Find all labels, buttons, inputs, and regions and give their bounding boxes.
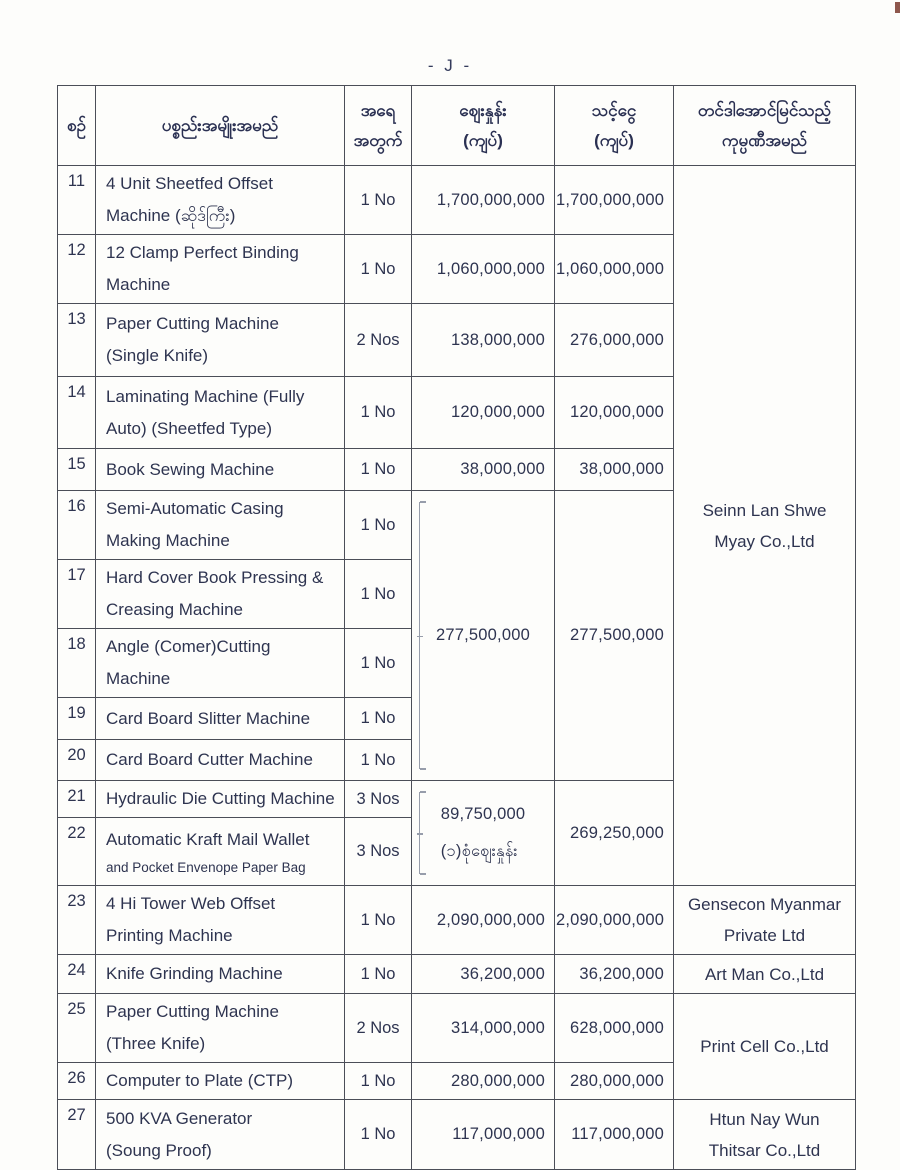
item-name: Card Board Cutter Machine [96, 740, 345, 781]
row-no: 16 [58, 491, 96, 560]
quantity: 2 Nos [345, 994, 412, 1063]
row-no: 13 [58, 304, 96, 377]
quantity: 1 No [345, 491, 412, 560]
item-name: 4 Hi Tower Web Offset Printing Machine [96, 886, 345, 955]
row-no: 20 [58, 740, 96, 781]
unit-price: 38,000,000 [412, 449, 555, 491]
company-name: Gensecon Myanmar Private Ltd [674, 886, 856, 955]
page-number-label: - J - [427, 56, 473, 75]
quantity: 1 No [345, 886, 412, 955]
amount-group: 269,250,000 [555, 781, 674, 886]
quantity: 1 No [345, 235, 412, 304]
quantity: 1 No [345, 955, 412, 994]
unit-price: 120,000,000 [412, 377, 555, 449]
item-name: Computer to Plate (CTP) [96, 1063, 345, 1100]
item-name: 12 Clamp Perfect Binding Machine [96, 235, 345, 304]
row-no: 27 [58, 1100, 96, 1170]
tender-results-table [57, 85, 856, 1170]
unit-price: 36,200,000 [412, 955, 555, 994]
col-header-quantity: အရေ အတွက် [345, 86, 412, 166]
amount: 1,700,000,000 [555, 166, 674, 235]
row-no: 14 [58, 377, 96, 449]
col-header-amount: သင့်ငွေ (ကျပ်) [555, 86, 674, 166]
quantity: 1 No [345, 1100, 412, 1170]
row-no: 24 [58, 955, 96, 994]
table-row [58, 166, 856, 235]
quantity: 1 No [345, 1063, 412, 1100]
table-row [58, 955, 856, 994]
unit-price: 138,000,000 [412, 304, 555, 377]
company-name: Htun Nay Wun Thitsar Co.,Ltd [674, 1100, 856, 1170]
row-no: 12 [58, 235, 96, 304]
row-no: 18 [58, 629, 96, 698]
unit-price: 1,060,000,000 [412, 235, 555, 304]
row-no: 23 [58, 886, 96, 955]
item-name: Laminating Machine (Fully Auto) (Sheetfed Type) [96, 377, 345, 449]
item-name: Book Sewing Machine [96, 449, 345, 491]
item-name: 4 Unit Sheetfed Offset Machine (ဆိုဒ်ကြီး) [96, 166, 345, 235]
row-no: 19 [58, 698, 96, 740]
unit-price: 280,000,000 [412, 1063, 555, 1100]
quantity: 1 No [345, 740, 412, 781]
quantity: 3 Nos [345, 818, 412, 886]
amount: 276,000,000 [555, 304, 674, 377]
unit-price: 117,000,000 [412, 1100, 555, 1170]
unit-price-group: 89,750,000 (၁)စုံဈေးနှုန်း [412, 781, 555, 886]
item-name: 500 KVA Generator (Soung Proof) [96, 1100, 345, 1170]
col-header-company: တင်ဒါအောင်မြင်သည့် ကုမ္ပဏီအမည် [674, 86, 856, 166]
quantity: 1 No [345, 377, 412, 449]
group-bracket [419, 502, 427, 769]
company-name: Art Man Co.,Ltd [674, 955, 856, 994]
table-row [58, 886, 856, 955]
company-name: Print Cell Co.,Ltd [674, 994, 856, 1100]
item-name: Automatic Kraft Mail Wallet and Pocket Envenope Paper Bag [96, 818, 345, 886]
quantity: 2 Nos [345, 304, 412, 377]
amount: 38,000,000 [555, 449, 674, 491]
amount: 36,200,000 [555, 955, 674, 994]
unit-price-group: 277,500,000 [412, 491, 555, 781]
col-header-price: ဈေးနှုန်း (ကျပ်) [412, 86, 555, 166]
item-name: Semi-Automatic Casing Making Machine [96, 491, 345, 560]
quantity: 1 No [345, 698, 412, 740]
table-row [58, 1100, 856, 1170]
item-name: Paper Cutting Machine (Single Knife) [96, 304, 345, 377]
quantity: 1 No [345, 166, 412, 235]
amount: 1,060,000,000 [555, 235, 674, 304]
amount: 2,090,000,000 [555, 886, 674, 955]
group-bracket [419, 792, 427, 874]
amount-group: 277,500,000 [555, 491, 674, 781]
row-no: 26 [58, 1063, 96, 1100]
unit-price: 2,090,000,000 [412, 886, 555, 955]
item-name: Angle (Comer)Cutting Machine [96, 629, 345, 698]
row-no: 17 [58, 560, 96, 629]
row-no: 22 [58, 818, 96, 886]
item-name: Knife Grinding Machine [96, 955, 345, 994]
company-name: Seinn Lan Shwe Myay Co.,Ltd [674, 166, 856, 886]
amount: 280,000,000 [555, 1063, 674, 1100]
quantity: 3 Nos [345, 781, 412, 818]
table-row [58, 994, 856, 1063]
unit-price: 1,700,000,000 [412, 166, 555, 235]
quantity: 1 No [345, 449, 412, 491]
quantity: 1 No [345, 560, 412, 629]
amount: 120,000,000 [555, 377, 674, 449]
row-no: 11 [58, 166, 96, 235]
amount: 628,000,000 [555, 994, 674, 1063]
item-name: Hydraulic Die Cutting Machine [96, 781, 345, 818]
quantity: 1 No [345, 629, 412, 698]
col-header-item: ပစ္စည်းအမျိုးအမည် [96, 86, 345, 166]
unit-price: 314,000,000 [412, 994, 555, 1063]
row-no: 21 [58, 781, 96, 818]
row-no: 15 [58, 449, 96, 491]
scan-artifact-mark [895, 2, 900, 13]
row-no: 25 [58, 994, 96, 1063]
item-name: Hard Cover Book Pressing & Creasing Machine [96, 560, 345, 629]
amount: 117,000,000 [555, 1100, 674, 1170]
item-name: Paper Cutting Machine (Three Knife) [96, 994, 345, 1063]
item-name: Card Board Slitter Machine [96, 698, 345, 740]
col-header-no: စဉ် [58, 86, 96, 166]
table-header-row [58, 86, 856, 166]
